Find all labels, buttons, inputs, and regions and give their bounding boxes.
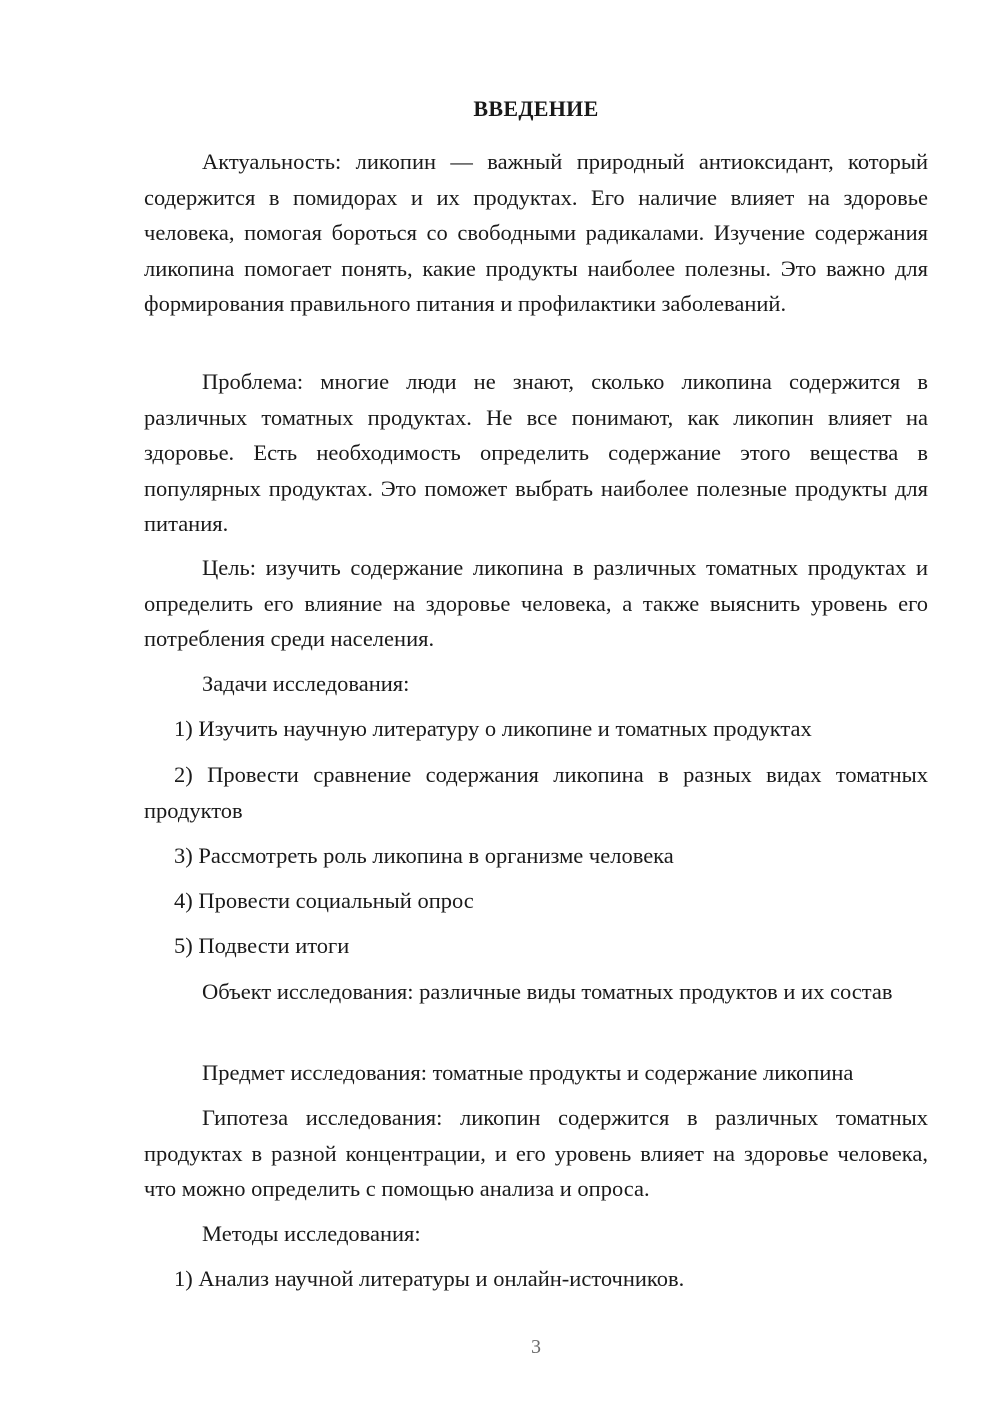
paragraph-object: Объект исследования: различные виды томатных продуктов и их состав [202, 979, 893, 1004]
task-item: 1) Изучить научную литературу о ликопине и томатных продуктах [174, 716, 812, 741]
method-item: 1) Анализ научной литературы и онлайн-источников. [174, 1266, 685, 1291]
task-item: 2) Провести сравнение содержания ликопина в разных видах томатных продуктов [144, 762, 928, 823]
paragraph-subject: Предмет исследования: томатные продукты и содержание ликопина [202, 1060, 854, 1085]
paragraph-problem: Проблема: многие люди не знают, сколько ликопина содержится в различных томатных продуктах. Не все понимают, как ликопин влияет на здоровье. Есть необходимость определить содержание этого вещества в популярных продуктах. Это поможет выбрать наиболее полезные продукты для питания. [144, 369, 928, 536]
task-item: 3) Рассмотреть роль ликопина в организме человека [174, 843, 674, 868]
paragraph-relevance: Актуальность: ликопин — важный природный антиоксидант, который содержится в помидорах и их продуктах. Его наличие влияет на здоровье человека, помогая бороться со свободными радикалами. Изучение содержания ликопина помогает понять, какие продукты наиболее полезны. Это важно для формирования правильного питания и профилактики заболеваний. [144, 149, 928, 316]
methods-heading: Методы исследования: [202, 1221, 421, 1246]
paragraph-goal: Цель: изучить содержание ликопина в различных томатных продуктах и определить его влияние на здоровье человека, а также выяснить уровень его потребления среди населения. [144, 555, 928, 651]
paragraph-hypothesis: Гипотеза исследования: ликопин содержится в различных томатных продуктах в разной концентрации, и его уровень влияет на здоровье человека, что можно определить с помощью анализа и опроса. [144, 1105, 928, 1201]
page-title: ВВЕДЕНИЕ [473, 96, 599, 121]
page-number: 3 [531, 1336, 541, 1358]
task-item: 4) Провести социальный опрос [174, 888, 474, 913]
task-item: 5) Подвести итоги [174, 933, 350, 958]
tasks-heading: Задачи исследования: [202, 671, 410, 696]
